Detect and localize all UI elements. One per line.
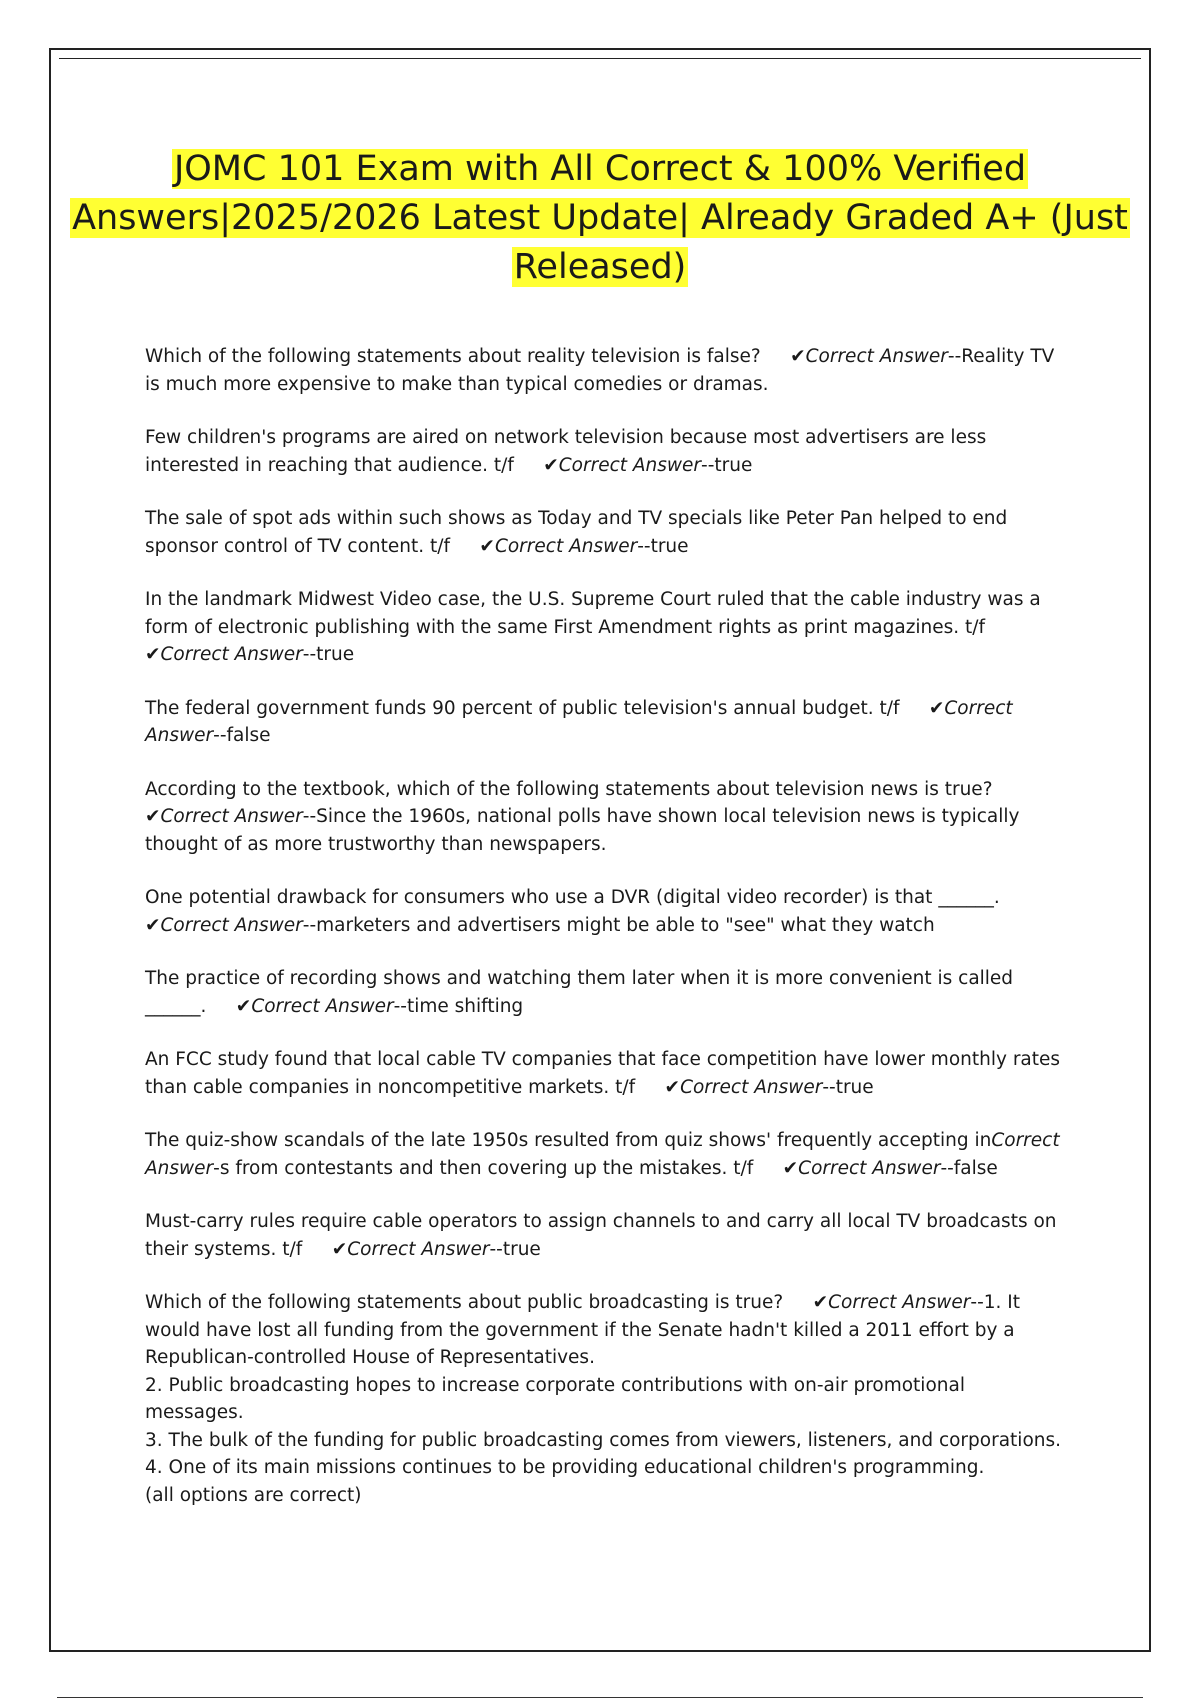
question-text: The practice of recording shows and watching them later when it is more convenient is called ______. [145, 968, 1014, 1017]
check-icon: ✔ [790, 346, 806, 367]
qa-item [145, 776, 1065, 859]
footer-rule [57, 1697, 1143, 1698]
question-text: Must-carry rules require cable operators to assign channels to and carry all local TV broadcasts on their systems. t/f [145, 1211, 1057, 1260]
question-text: According to the textbook, which of the following statements about television news is true? [145, 778, 993, 800]
qa-item [145, 1046, 1065, 1101]
answer-text: --true [701, 454, 753, 476]
qa-item [145, 586, 1065, 669]
inline-answer-label: Correct Answer [145, 1130, 1060, 1179]
check-icon: ✔ [928, 697, 945, 719]
answer-label: Correct Answer [145, 697, 1013, 746]
answer-text: --true [637, 535, 689, 557]
question-text: In the landmark Midwest Video case, the U.S. Supreme Court ruled that the cable industry was a form of electronic publishing with the same First Amendment rights as print magazines. t/f [145, 589, 1041, 638]
answer-text: --false [940, 1157, 998, 1179]
answer-label: Correct Answer [160, 644, 303, 665]
answer-label: Correct Answer [251, 995, 394, 1017]
question-text: The federal government funds 90 percent of public television's annual budget. t/f [145, 697, 900, 719]
answer-label: Correct Answer [805, 346, 948, 367]
qa-item [145, 1208, 1065, 1263]
answer-label: Correct Answer [494, 535, 638, 557]
qa-item [145, 343, 1065, 398]
answer-label: Correct Answer [828, 1292, 971, 1313]
question-text: The sale of spot ads within such shows as Today and TV specials like Peter Pan helped to end sponsor control of TV content. t/f [145, 508, 1008, 557]
check-icon: ✔ [543, 454, 559, 476]
question-text: The quiz-show scandals of the late 1950s resulted from quiz shows' frequently accepting in [145, 1130, 992, 1151]
question-text: Few children's programs are aired on network television because most advertisers are less interested in reaching that audience. t/f [145, 427, 987, 476]
title-highlight: JOMC 101 Exam with All Correct & 100% Verified Answers|2025/2026 Latest Update| Already Graded A+ (Just Released) [72, 149, 1128, 287]
document-title [60, 145, 1140, 292]
check-icon: ✔ [812, 1292, 829, 1313]
answer-text: --true [302, 644, 355, 665]
answer-text: --false [213, 725, 271, 746]
qa-list [145, 343, 1065, 1535]
answer-label: Correct Answer [798, 1157, 941, 1179]
answer-label: Correct Answer [558, 454, 702, 476]
check-icon: ✔ [331, 1238, 348, 1260]
qa-item [145, 505, 1065, 560]
check-icon: ✔ [235, 995, 252, 1017]
qa-item [145, 695, 1065, 750]
check-icon: ✔ [479, 535, 495, 557]
check-icon: ✔ [145, 806, 161, 827]
qa-item [145, 1127, 1065, 1182]
question-text: One potential drawback for consumers who use a DVR (digital video recorder) is that ______. [145, 887, 1000, 908]
answer-option: (all options are correct) [145, 1484, 362, 1506]
qa-item [145, 965, 1065, 1020]
question-text: An FCC study found that local cable TV companies that face competition have lower monthly rates than cable companies in noncompetitive markets. t/f [145, 1049, 1061, 1098]
question-text: Which of the following statements about reality television is false? [145, 346, 761, 367]
check-icon: ✔ [664, 1076, 681, 1098]
answer-text: --time shifting [393, 995, 524, 1017]
top-rule [59, 58, 1141, 59]
answer-text: --marketers and advertisers might be able to "see" what they watch [302, 914, 935, 936]
qa-item [145, 884, 1065, 939]
answer-text: --true [822, 1076, 874, 1098]
answer-label: Correct Answer [347, 1238, 490, 1260]
check-icon: ✔ [145, 914, 161, 936]
answer-option: 4. One of its main missions continues to be providing educational children's programming. [145, 1457, 985, 1478]
answer-text: --Since the 1960s, national polls have shown local television news is typically thought of as more trustworthy than newspapers. [145, 806, 1020, 855]
question-text: Which of the following statements about public broadcasting is true? [145, 1292, 784, 1313]
check-icon: ✔ [782, 1157, 799, 1179]
qa-item [145, 424, 1065, 479]
answer-label: Correct Answer [160, 806, 303, 827]
qa-item [145, 1289, 1065, 1509]
answer-option: 2. Public broadcasting hopes to increase corporate contributions with on-air promotional messages. [145, 1374, 965, 1423]
answer-label: Correct Answer [160, 914, 303, 936]
answer-option: 3. The bulk of the funding for public broadcasting comes from viewers, listeners, and corporations. [145, 1429, 1062, 1451]
answer-text: --Reality TV is much more expensive to make than typical comedies or dramas. [145, 346, 1055, 395]
answer-label: Correct Answer [680, 1076, 823, 1098]
answer-text: --1. It would have lost all funding from the government if the Senate hadn't killed a 2011 effort by a Republican-controlled House of Representatives. [145, 1292, 1020, 1368]
answer-text: --true [489, 1238, 541, 1260]
question-tail: -s from contestants and then covering up the mistakes. t/f [213, 1157, 754, 1179]
check-icon: ✔ [145, 644, 161, 665]
